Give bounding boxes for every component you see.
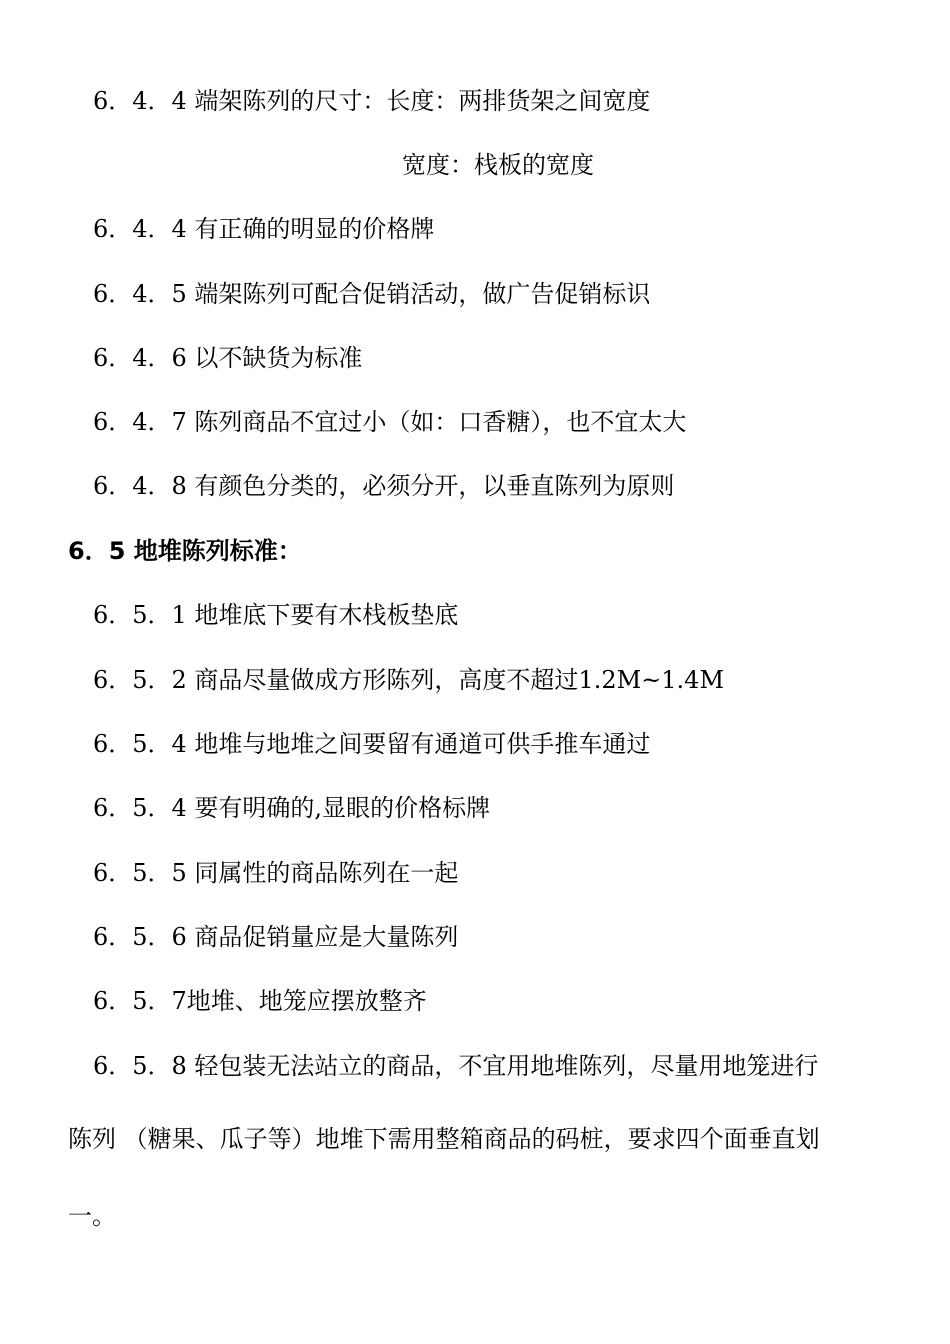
item-6-5-2: 6．5．2 商品尽量做成方形陈列，高度不超过1.2M~1.4M bbox=[93, 666, 725, 694]
item-6-4-4-size: 6．4．4 端架陈列的尺寸：长度：两排货架之间宽度 bbox=[93, 87, 651, 115]
item-6-4-5: 6．4．5 端架陈列可配合促销活动，做广告促销标识 bbox=[93, 280, 651, 308]
item-6-5-8: 6．5．8 轻包装无法站立的商品，不宜用地堆陈列，尽量用地笼进行 bbox=[93, 1052, 819, 1080]
item-6-5-4-aisle: 6．5．4 地堆与地堆之间要留有通道可供手推车通过 bbox=[93, 730, 651, 758]
item-6-5-1: 6．5．1 地堆底下要有木栈板垫底 bbox=[93, 601, 459, 629]
item-6-4-4-width: 宽度：栈板的宽度 bbox=[402, 151, 594, 179]
item-6-5-8-continuation: 陈列 （糖果、瓜子等）地堆下需用整箱商品的码桩，要求四个面垂直划 bbox=[68, 1125, 820, 1153]
item-6-4-8: 6．4．8 有颜色分类的，必须分开，以垂直陈列为原则 bbox=[93, 472, 675, 500]
item-6-5-7: 6．5．7地堆、地笼应摆放整齐 bbox=[93, 987, 427, 1015]
item-6-4-7: 6．4．7 陈列商品不宜过小（如：口香糖），也不宜太大 bbox=[93, 408, 687, 436]
item-6-5-6: 6．5．6 商品促销量应是大量陈列 bbox=[93, 923, 459, 951]
section-heading-6-5: 6．5 地堆陈列标准： bbox=[68, 537, 302, 565]
item-6-4-4-price-tag: 6．4．4 有正确的明显的价格牌 bbox=[93, 215, 435, 243]
item-6-5-5: 6．5．5 同属性的商品陈列在一起 bbox=[93, 859, 459, 887]
item-6-5-8-continuation-end: 一。 bbox=[68, 1202, 116, 1230]
item-6-5-4-price-tag: 6．5．4 要有明确的,显眼的价格标牌 bbox=[93, 794, 491, 822]
item-6-4-6: 6．4．6 以不缺货为标准 bbox=[93, 344, 363, 372]
